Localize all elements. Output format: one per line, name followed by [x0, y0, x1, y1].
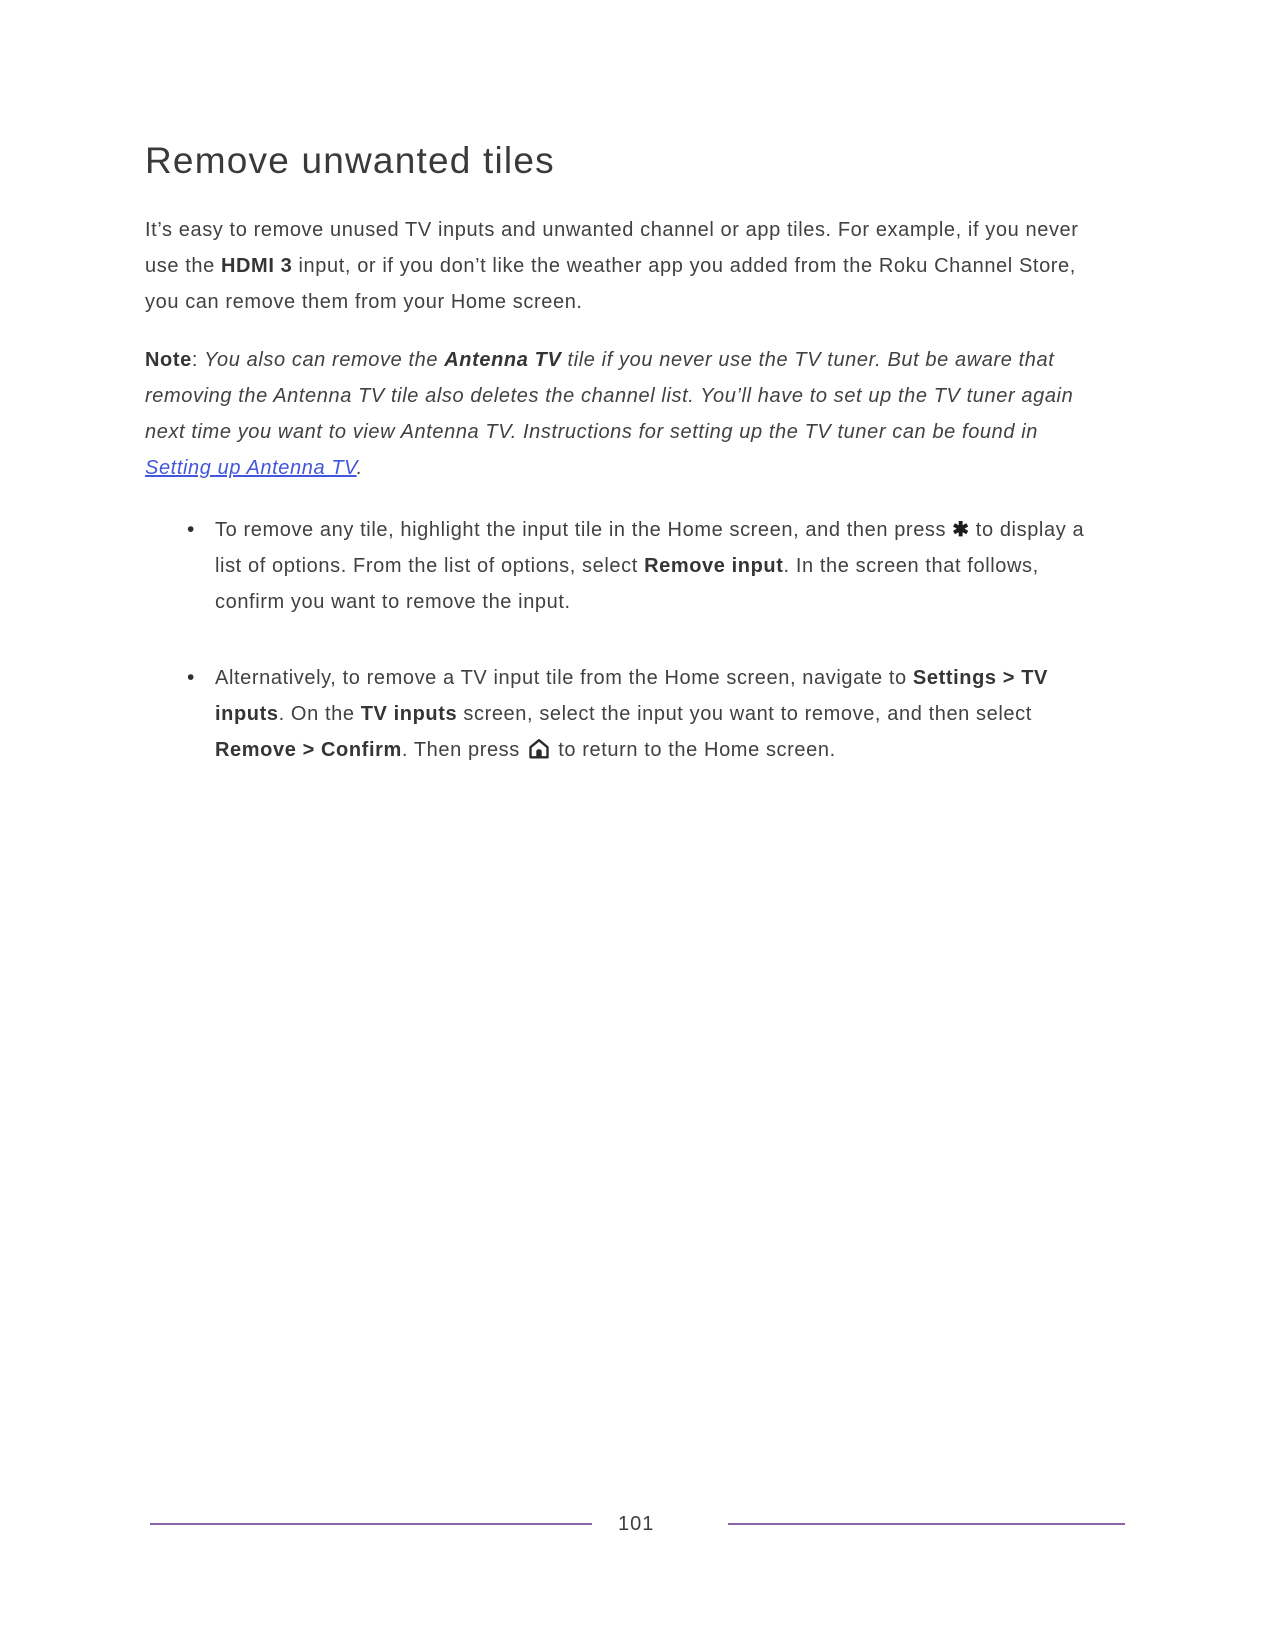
text-run: .	[356, 457, 363, 479]
list-item	[145, 512, 1085, 620]
text-run: Alternatively, to remove a TV input tile from the Home screen, navigate to	[215, 667, 913, 689]
text-run: Note	[145, 349, 192, 371]
text-run: . Then press	[401, 739, 527, 761]
text-run: . In the screen that follows, confirm you want to remove the input.	[215, 555, 1039, 613]
text-run: :	[191, 349, 205, 371]
page-title: Remove unwanted tiles	[145, 140, 555, 181]
page-number: 101	[618, 1513, 655, 1535]
text-run: It’s easy to remove unused TV inputs and unwanted channel or app tiles. For example, if you never use the	[145, 219, 1079, 277]
text-run: tile if you never use the TV tuner. But be aware that removing the Antenna TV tile also deletes the channel list. You’ll have to set up the TV tuner again next time you want to view Antenna TV. Instructions for setting up the TV tuner can be found in	[145, 349, 1074, 443]
text-run: ✱	[952, 519, 970, 541]
text-run: HDMI 3	[220, 255, 293, 277]
text-run: . On the	[278, 703, 361, 725]
text-run: to return to the Home screen.	[552, 739, 836, 761]
text-run: To remove any tile, highlight the input tile in the Home screen, and then press	[215, 519, 953, 541]
text-run: You also can remove the	[204, 349, 445, 371]
footer-rule-left	[150, 1523, 592, 1525]
page-content	[145, 138, 1085, 768]
text-run: to display a list of options. From the list of options, select	[215, 519, 1085, 577]
page-footer	[150, 1512, 1125, 1536]
text-run: TV inputs	[360, 703, 458, 725]
text-run: Remove input	[644, 555, 784, 577]
text-run: Remove > Confirm	[215, 739, 402, 761]
link-setting-up-antenna-tv[interactable]: Setting up Antenna TV	[145, 457, 357, 479]
intro-paragraph	[145, 212, 1085, 320]
home-icon	[527, 735, 551, 756]
footer-rule-right	[728, 1523, 1125, 1525]
list-item	[145, 660, 1085, 768]
instruction-list	[145, 512, 1085, 768]
text-run: Antenna TV	[444, 349, 562, 371]
text-run: screen, select the input you want to remove, and then select	[457, 703, 1032, 725]
text-run: Settings > TV inputs	[215, 667, 1048, 725]
note-paragraph	[145, 342, 1085, 486]
text-run: input, or if you don’t like the weather app you added from the Roku Channel Store, you can remove them from your Home screen.	[145, 255, 1076, 313]
